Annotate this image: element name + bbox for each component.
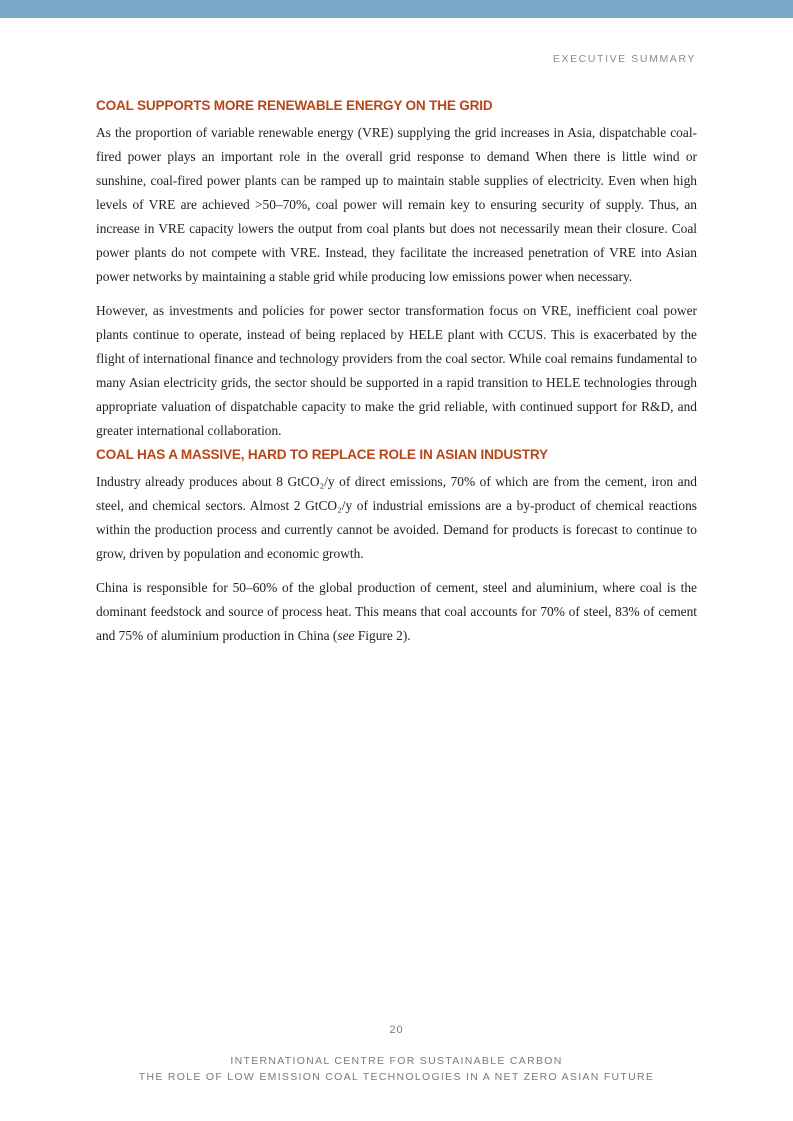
section-heading-industry: COAL HAS A MASSIVE, HARD TO REPLACE ROLE IN ASIAN INDUSTRY xyxy=(96,447,548,462)
paragraph-industry-emissions: Industry already produces about 8 GtCO₂/y of direct emissions, 70% of which are from the cement, iron and steel, and chemical sectors. Almost 2 GtCO₂/y of industrial emissions are a by-product of chemical reactions within the production process and currently cannot be avoided. Demand for products is forecast to continue to grow, driven by population and economic growth. xyxy=(96,474,697,561)
running-head: EXECUTIVE SUMMARY xyxy=(552,53,696,65)
footer-report-title: THE ROLE OF LOW EMISSION COAL TECHNOLOGIES IN A NET ZERO ASIAN FUTURE xyxy=(138,1071,655,1083)
footer-organization: INTERNATIONAL CENTRE FOR SUSTAINABLE CARBON xyxy=(230,1055,563,1067)
see-italic: see xyxy=(337,628,355,643)
page-number: 20 xyxy=(389,1024,404,1036)
china-text-before: China is responsible for 50–60% of the global production of cement, steel and aluminium, where coal is the dominant feedstock and source of process heat. This means that coal accounts for 70% of steel, 83% of cement and 75% of aluminium production in China ( xyxy=(96,580,697,643)
footer xyxy=(0,1053,793,1085)
figure-reference: Figure 2). xyxy=(354,628,411,643)
paragraph-vre: As the proportion of variable renewable energy (VRE) supplying the grid increases in Asia, dispatchable coal-fired power plays an important role in the overall grid response to demand When there is little wind or sunshine, coal-fired power plants can be ramped up to maintain stable supplies of electricity. Even when high levels of VRE are achieved >50–70%, coal power will remain key to ensuring security of supply. Thus, an increase in VRE capacity lowers the output from coal plants but does not necessarily mean their closure. Coal power plants do not compete with VRE. Instead, they facilitate the increased penetration of VRE into Asian power networks by maintaining a stable grid while producing low emissions power when necessary. xyxy=(96,125,697,284)
main-content xyxy=(96,97,697,658)
header-bar xyxy=(0,0,793,18)
section-heading-grid: COAL SUPPORTS MORE RENEWABLE ENERGY ON THE GRID xyxy=(96,98,493,113)
paragraph-china-production xyxy=(96,576,697,648)
paragraph-investments: However, as investments and policies for power sector transformation focus on VRE, inefficient coal power plants continue to operate, instead of being replaced by HELE plant with CCUS. This is exacerbated by the flight of international finance and technology providers from the coal sector. While coal remains fundamental to many Asian electricity grids, the sector should be supported in a rapid transition to HELE technologies through appropriate valuation of dispatchable capacity to make the grid reliable, with continued support for R&D, and greater international collaboration. xyxy=(96,303,697,438)
